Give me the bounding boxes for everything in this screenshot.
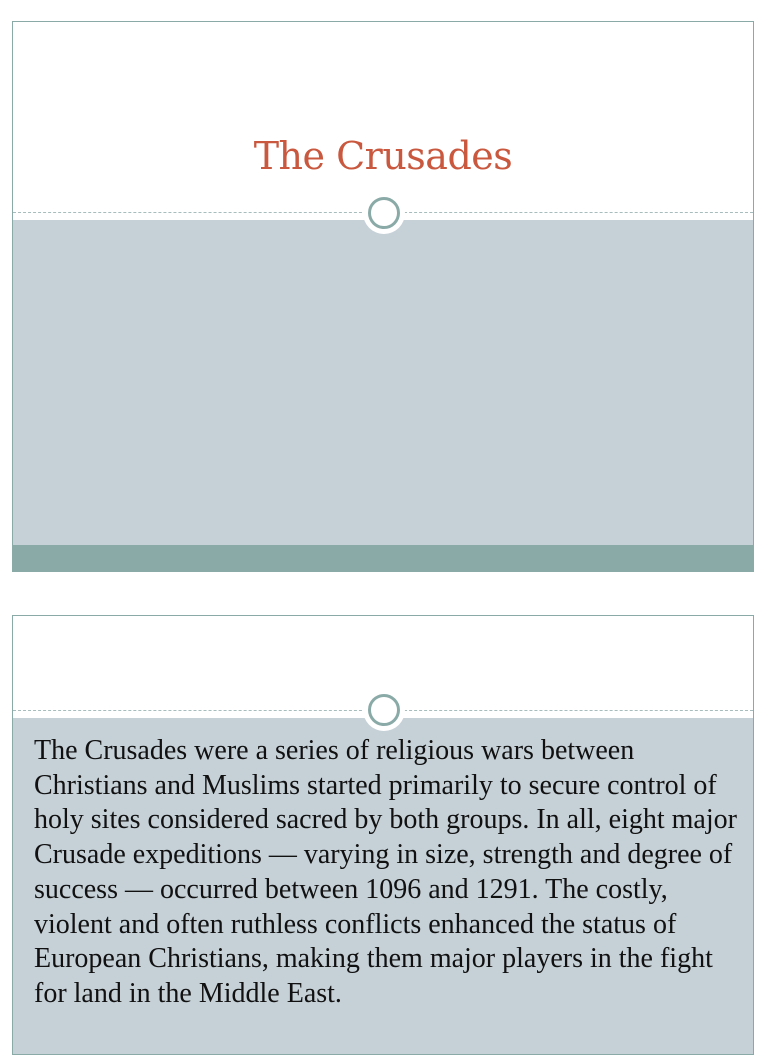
body-paragraph: The Crusades were a series of religious wars between Christians and Muslims started primarily to secure control of holy sites considered sacred by both groups. In all, eight major Crusade expeditions — varying in size, strength and degree of success — occurred between 1096 and 1291. The costly, violent and often ruthless conflicts enhanced the status of European Christians, making them major players in the fight for land in the Middle East.: [34, 735, 737, 1009]
title-slide[interactable]: [12, 21, 754, 572]
ring-icon: [363, 689, 405, 731]
footer-band: [13, 545, 753, 572]
slide-title: The Crusades: [253, 134, 513, 178]
content-panel: [13, 220, 753, 545]
ring-icon: [363, 192, 405, 234]
text-slide[interactable]: [12, 615, 754, 1055]
